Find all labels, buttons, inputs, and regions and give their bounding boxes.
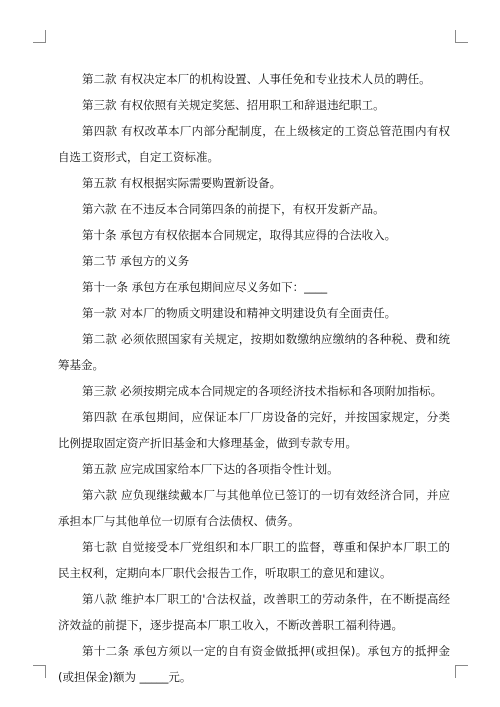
paragraph: 第十条 承包方有权依据本合同规定，取得其应得的合法收入。	[82, 228, 397, 242]
paragraph: 第六款 应负现继续戴本厂与其他单位已签订的一切有效经济合同，并应承担本厂与其他单位一切原有合法债权、债务。	[58, 488, 450, 528]
paragraph: 第二节 承包方的义务	[82, 254, 190, 268]
paragraph: 第五款 应完成国家给本厂下达的各项指令性计划。	[82, 462, 339, 476]
crop-mark-bottom-right	[455, 665, 468, 678]
paragraph: 第十一条 承包方在承包期间应尽义务如下：____	[82, 280, 328, 294]
paragraph: 第四款 有权改革本厂内部分配制度，在上级核定的工资总管范围内有权自选工资形式，自定工资标准。	[58, 124, 450, 164]
paragraph: 第十二条 承包方须以一定的自有资金做抵押(或担保)。承包方的抵押金(或担保金)额为 _____元。	[58, 644, 450, 684]
paragraph: 第五款 有权根据实际需要购置新设备。	[82, 176, 282, 190]
crop-mark-bottom-left	[33, 665, 46, 678]
paragraph: 第七款 自觉接受本厂党组织和本厂职工的监督，尊重和保护本厂职工的民主权利，定期向本厂职代会报告工作，听取职工的意见和建议。	[58, 540, 450, 580]
paragraph: 第八款 维护本厂职工的'合法权益，改善职工的劳动条件，在不断提高经济效益的前提下，逐步提高本厂职工收入，不断改善职工福利待遇。	[58, 592, 450, 632]
paragraph: 第二款 必须依照国家有关规定，按期如数缴纳应缴纳的各种税、费和统筹基金。	[58, 332, 450, 372]
paragraph: 第二款 有权决定本厂的机构设置、人事任免和专业技术人员的聘任。	[82, 72, 431, 86]
paragraph: 第一款 对本厂的物质文明建设和精神文明建设负有全面责任。	[82, 306, 397, 320]
paragraph: 第三款 必须按期完成本合同规定的各项经济技术指标和各项附加指标。	[82, 384, 443, 398]
crop-mark-top-left	[33, 30, 46, 43]
paragraph: 第三款 有权依照有关规定奖惩、招用职工和辞退违纪职工。	[82, 98, 385, 112]
paragraph: 第四款 在承包期间，应保证本厂厂房设备的完好，并按国家规定，分类比例提取固定资产折旧基金和大修理基金，做到专款专用。	[58, 410, 450, 450]
document-body	[58, 66, 450, 690]
crop-mark-top-right	[455, 30, 468, 43]
paragraph: 第六款 在不违反本合同第四条的前提下，有权开发新产品。	[82, 202, 385, 216]
